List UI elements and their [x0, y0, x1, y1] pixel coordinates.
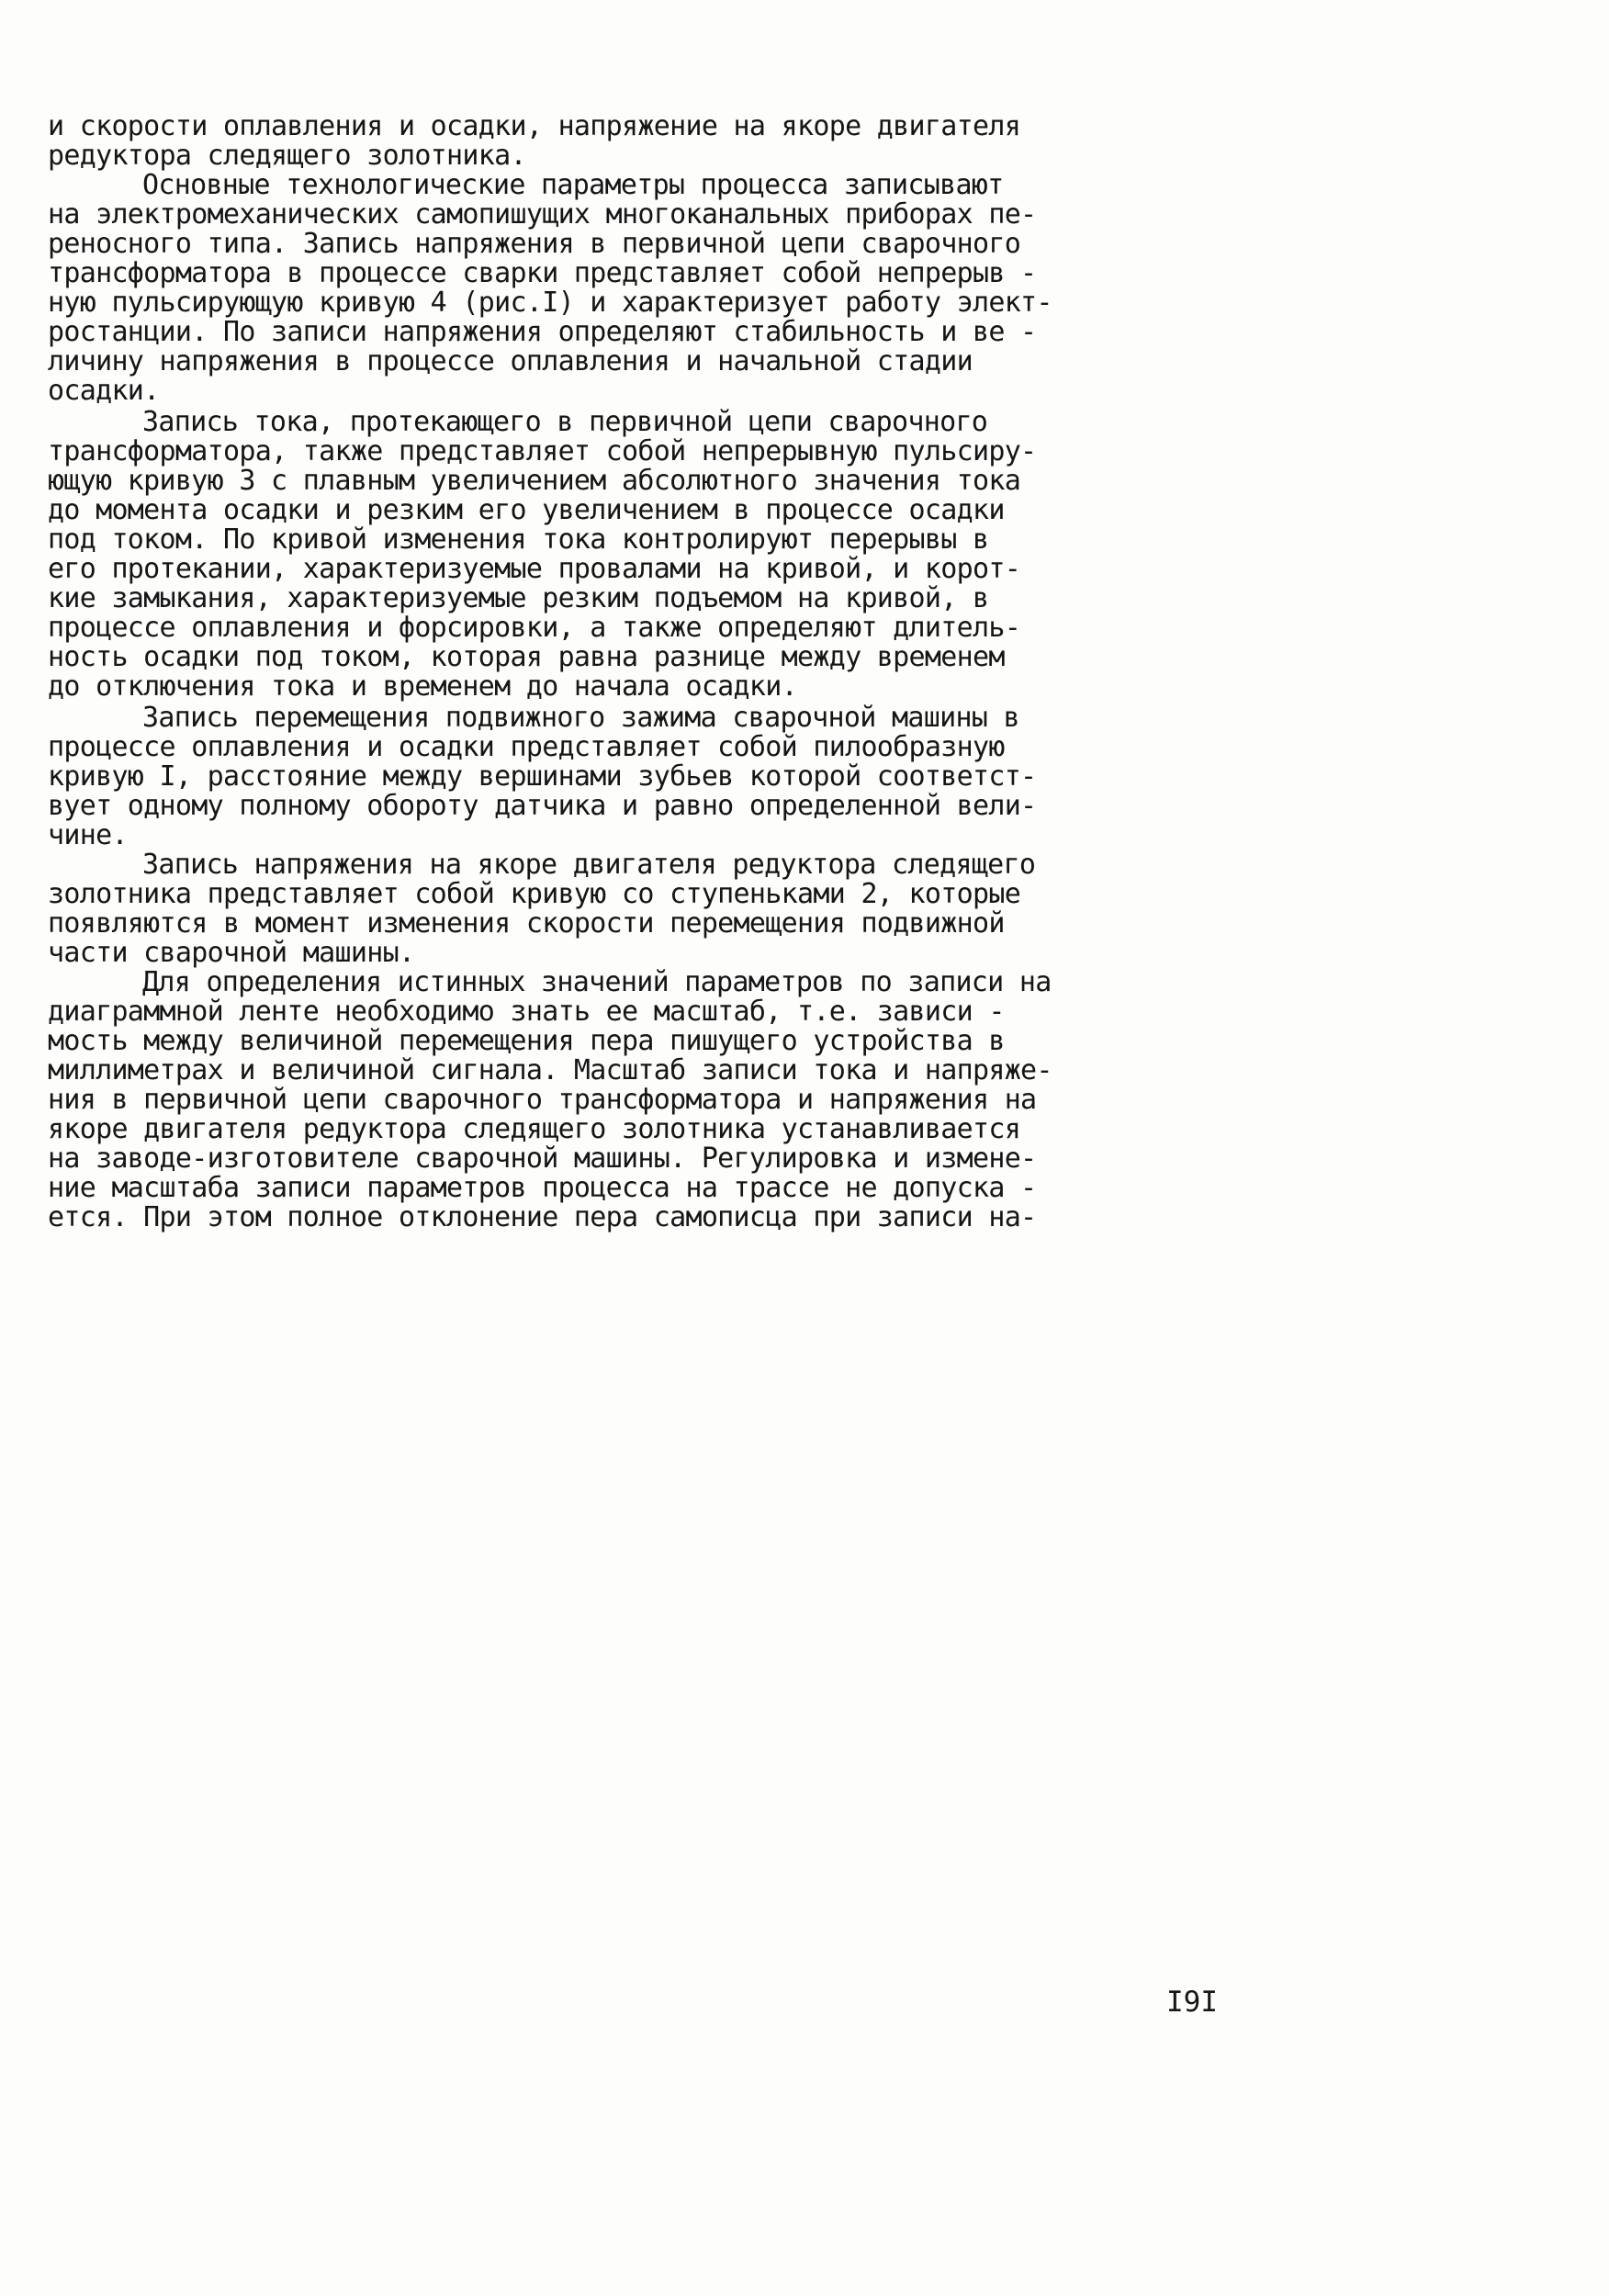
text-line-9: личину напряжения в процессе оплавления и начальной стадии	[48, 345, 973, 377]
text-line-29: части сварочной машины.	[48, 937, 415, 969]
text-line-21: Запись перемещения подвижного зажима сварочной машины в	[142, 702, 1019, 734]
text-line-36: на заводе-изготовителе сварочной машины. Регулировка и измене-	[48, 1142, 1037, 1175]
text-line-10: осадки.	[48, 375, 160, 407]
text-line-25: чине.	[48, 819, 128, 851]
text-line-26: Запись напряжения на якоре двигателя редуктора следящего	[142, 849, 1036, 881]
text-line-11: Запись тока, протекающего в первичной цепи сварочного	[142, 406, 988, 438]
text-line-30: Для определения истинных значений параметров по записи на	[142, 966, 1052, 998]
text-line-3: Основные технологические параметры процесса записывают	[142, 169, 1004, 201]
text-line-4: на электромеханических самопишущих многоканальных приборах пе-	[48, 198, 1037, 231]
text-line-37: ние масштаба записи параметров процесса на трассе не допуска -	[48, 1172, 1037, 1204]
text-line-23: кривую I, расстояние между вершинами зубьев которой соответст-	[48, 760, 1037, 793]
text-line-38: ется. При этом полное отклонение пера самописца при записи на-	[48, 1201, 1037, 1233]
text-line-12: трансформатора, также представляет собой непрерывную пульсиру-	[48, 435, 1037, 467]
text-line-5: реносного типа. Запись напряжения в первичной цепи сварочного	[48, 228, 1021, 260]
text-line-19: ность осадки под током, которая равна разнице между временем	[48, 641, 1005, 673]
text-line-20: до отключения тока и временем до начала осадки.	[48, 670, 797, 703]
text-line-28: появляются в момент изменения скорости перемещения подвижной	[48, 907, 1005, 940]
text-line-7: ную пульсирующую кривую 4 (рис.I) и характеризует работу элект-	[48, 287, 1052, 319]
text-line-32: мость между величиной перемещения пера пишущего устройства в	[48, 1025, 1005, 1057]
text-line-17: кие замыкания, характеризуемые резким подъемом на кривой, в	[48, 582, 989, 614]
page-number: I9I	[1166, 1986, 1218, 2019]
text-line-8: ростанции. По записи напряжения определяют стабильность и ве -	[48, 316, 1037, 348]
text-line-13: ющую кривую 3 с плавным увеличением абсолютного значения тока	[48, 465, 1021, 497]
text-line-34: ния в первичной цепи сварочного трансформатора и напряжения на	[48, 1084, 1037, 1116]
text-line-14: до момента осадки и резким его увеличением в процессе осадки	[48, 494, 1005, 526]
text-line-16: его протекании, характеризуемые провалами на кривой, и корот-	[48, 553, 1021, 585]
text-line-15: под током. По кривой изменения тока контролируют перерывы в	[48, 523, 989, 556]
text-line-18: процессе оплавления и форсировки, а также определяют длитель-	[48, 612, 1021, 644]
text-line-35: якоре двигателя редуктора следящего золотника устанавливается	[48, 1113, 1021, 1145]
text-line-31: диаграммной ленте необходимо знать ее масштаб, т.е. зависи -	[48, 996, 1005, 1028]
text-line-27: золотника представляет собой кривую со ступеньками 2, которые	[48, 878, 1021, 910]
text-line-6: трансформатора в процессе сварки представляет собой непрерыв -	[48, 257, 1037, 289]
text-line-1: и скорости оплавления и осадки, напряжение на якоре двигателя	[48, 110, 1021, 142]
text-line-22: процессе оплавления и осадки представляет собой пилообразную	[48, 731, 1005, 763]
text-line-2: редуктора следящего золотника.	[48, 140, 526, 172]
text-line-24: вует одному полному обороту датчика и равно определенной вели-	[48, 790, 1037, 822]
text-line-33: миллиметрах и величиной сигнала. Масштаб записи тока и напряже-	[48, 1054, 1052, 1086]
